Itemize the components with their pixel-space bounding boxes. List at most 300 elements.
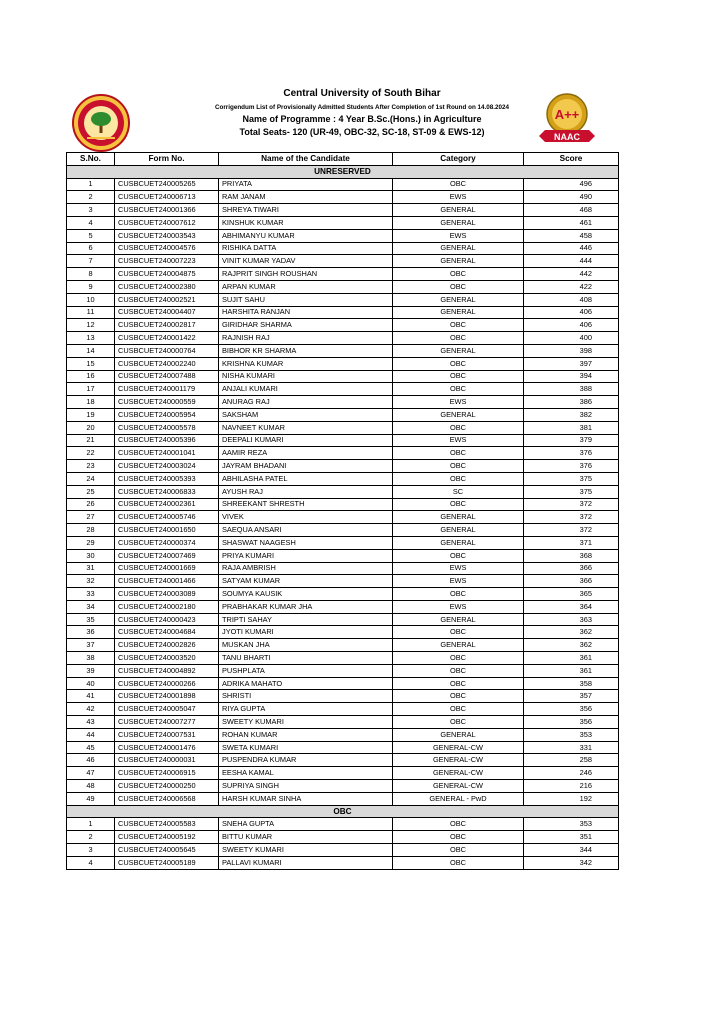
cell-category: OBC: [393, 652, 524, 665]
cell-candidate-name: RIYA GUPTA: [219, 703, 393, 716]
table-row: [67, 588, 619, 601]
cell-form-no: CUSBCUET240005189: [115, 856, 219, 869]
cell-category: OBC: [393, 498, 524, 511]
cell-sno: 1: [67, 178, 115, 191]
cell-form-no: CUSBCUET240003024: [115, 460, 219, 473]
cell-category: OBC: [393, 357, 524, 370]
cell-sno: 49: [67, 792, 115, 805]
cell-candidate-name: RAJPRIT SINGH ROUSHAN: [219, 268, 393, 281]
table-row: [67, 293, 619, 306]
cell-sno: 42: [67, 703, 115, 716]
table-row: [67, 242, 619, 255]
cell-category: OBC: [393, 319, 524, 332]
table-row: [67, 792, 619, 805]
cell-candidate-name: SAKSHAM: [219, 408, 393, 421]
cell-candidate-name: VINIT KUMAR YADAV: [219, 255, 393, 268]
table-row: [67, 204, 619, 217]
cell-form-no: CUSBCUET240007223: [115, 255, 219, 268]
table-row: [67, 319, 619, 332]
table-row: [67, 357, 619, 370]
table-row: [67, 856, 619, 869]
cell-sno: 21: [67, 434, 115, 447]
column-header-candidate-name: Name of the Candidate: [219, 153, 393, 166]
cell-form-no: CUSBCUET240000031: [115, 754, 219, 767]
cell-score: 406: [524, 319, 619, 332]
cell-candidate-name: HARSH KUMAR SINHA: [219, 792, 393, 805]
cell-sno: 3: [67, 844, 115, 857]
cell-category: EWS: [393, 229, 524, 242]
cell-sno: 39: [67, 664, 115, 677]
cell-score: 366: [524, 562, 619, 575]
table-row: [67, 818, 619, 831]
cell-category: OBC: [393, 626, 524, 639]
table-row: [67, 754, 619, 767]
list-subtitle: Corrigendum List of Provisionally Admitted Students After Completion of 1st Round on 14.08.2024: [214, 104, 510, 111]
cell-form-no: CUSBCUET240000764: [115, 344, 219, 357]
table-row: [67, 549, 619, 562]
cell-sno: 8: [67, 268, 115, 281]
cell-candidate-name: TRIPTI SAHAY: [219, 613, 393, 626]
cell-form-no: CUSBCUET240001041: [115, 447, 219, 460]
cell-sno: 16: [67, 370, 115, 383]
table-row: [67, 472, 619, 485]
cell-score: 490: [524, 191, 619, 204]
cell-sno: 47: [67, 767, 115, 780]
cell-category: GENERAL: [393, 408, 524, 421]
cell-score: 365: [524, 588, 619, 601]
cell-form-no: CUSBCUET240006568: [115, 792, 219, 805]
cell-category: OBC: [393, 460, 524, 473]
table-row: [67, 383, 619, 396]
cell-sno: 28: [67, 524, 115, 537]
cell-candidate-name: PALLAVI KUMARI: [219, 856, 393, 869]
cell-category: GENERAL: [393, 639, 524, 652]
cell-form-no: CUSBCUET240005583: [115, 818, 219, 831]
cell-form-no: CUSBCUET240002521: [115, 293, 219, 306]
cell-form-no: CUSBCUET240005047: [115, 703, 219, 716]
cell-candidate-name: SUJIT SAHU: [219, 293, 393, 306]
cell-score: 357: [524, 690, 619, 703]
cell-score: 356: [524, 716, 619, 729]
cell-form-no: CUSBCUET240002361: [115, 498, 219, 511]
cell-form-no: CUSBCUET240001422: [115, 332, 219, 345]
cell-form-no: CUSBCUET240000423: [115, 613, 219, 626]
cell-sno: 13: [67, 332, 115, 345]
cell-sno: 30: [67, 549, 115, 562]
cell-sno: 14: [67, 344, 115, 357]
cell-score: 356: [524, 703, 619, 716]
cell-form-no: CUSBCUET240005265: [115, 178, 219, 191]
cell-form-no: CUSBCUET240000250: [115, 780, 219, 793]
cell-score: 216: [524, 780, 619, 793]
cell-score: 386: [524, 396, 619, 409]
cell-sno: 35: [67, 613, 115, 626]
cell-candidate-name: ANJALI KUMARI: [219, 383, 393, 396]
cell-category: GENERAL: [393, 613, 524, 626]
cell-form-no: CUSBCUET240004407: [115, 306, 219, 319]
cell-score: 363: [524, 613, 619, 626]
cell-candidate-name: SATYAM KUMAR: [219, 575, 393, 588]
cell-candidate-name: SHREEKANT SHRESTH: [219, 498, 393, 511]
cell-form-no: CUSBCUET240005954: [115, 408, 219, 421]
cell-category: GENERAL: [393, 216, 524, 229]
cell-candidate-name: AYUSH RAJ: [219, 485, 393, 498]
cell-form-no: CUSBCUET240006833: [115, 485, 219, 498]
column-header-form-no: Form No.: [115, 153, 219, 166]
cell-form-no: CUSBCUET240001466: [115, 575, 219, 588]
cell-candidate-name: RAJA AMBRISH: [219, 562, 393, 575]
cell-sno: 31: [67, 562, 115, 575]
cell-score: 444: [524, 255, 619, 268]
table-row: [67, 703, 619, 716]
cell-score: 358: [524, 677, 619, 690]
cell-candidate-name: ADRIKA MAHATO: [219, 677, 393, 690]
cell-category: OBC: [393, 588, 524, 601]
table-row: [67, 396, 619, 409]
cell-score: 379: [524, 434, 619, 447]
cell-category: OBC: [393, 383, 524, 396]
cell-form-no: CUSBCUET240007277: [115, 716, 219, 729]
cell-sno: 36: [67, 626, 115, 639]
cell-candidate-name: HARSHITA RANJAN: [219, 306, 393, 319]
cell-category: OBC: [393, 370, 524, 383]
cell-category: OBC: [393, 268, 524, 281]
table-row: [67, 524, 619, 537]
cell-score: 361: [524, 664, 619, 677]
naac-label-text: NAAC: [554, 132, 580, 142]
naac-grade-text: A++: [554, 107, 580, 122]
cell-form-no: CUSBCUET240004875: [115, 268, 219, 281]
cell-candidate-name: JAYRAM BHADANI: [219, 460, 393, 473]
table-row: [67, 370, 619, 383]
table-row: [67, 344, 619, 357]
cell-candidate-name: NAVNEET KUMAR: [219, 421, 393, 434]
cell-sno: 4: [67, 216, 115, 229]
cell-score: 368: [524, 549, 619, 562]
cell-category: OBC: [393, 844, 524, 857]
cell-category: GENERAL: [393, 306, 524, 319]
cell-score: 398: [524, 344, 619, 357]
cell-category: GENERAL: [393, 524, 524, 537]
table-row: [67, 216, 619, 229]
cell-score: 372: [524, 498, 619, 511]
table-body: [67, 165, 619, 869]
cell-form-no: CUSBCUET240001650: [115, 524, 219, 537]
cell-sno: 10: [67, 293, 115, 306]
section-title: UNRESERVED: [67, 165, 619, 178]
table-row: [67, 280, 619, 293]
table-row: [67, 408, 619, 421]
cell-score: 375: [524, 485, 619, 498]
table-row: [67, 664, 619, 677]
cell-category: OBC: [393, 549, 524, 562]
cell-sno: 34: [67, 600, 115, 613]
table-row: [67, 485, 619, 498]
cell-category: EWS: [393, 434, 524, 447]
cell-category: GENERAL-CW: [393, 741, 524, 754]
cell-sno: 5: [67, 229, 115, 242]
cell-category: OBC: [393, 856, 524, 869]
cell-form-no: CUSBCUET240005192: [115, 831, 219, 844]
cell-form-no: CUSBCUET240007488: [115, 370, 219, 383]
cell-sno: 48: [67, 780, 115, 793]
cell-form-no: CUSBCUET240001179: [115, 383, 219, 396]
cell-category: GENERAL: [393, 728, 524, 741]
cell-score: 246: [524, 767, 619, 780]
cell-form-no: CUSBCUET240003520: [115, 652, 219, 665]
cell-candidate-name: ARPAN KUMAR: [219, 280, 393, 293]
cell-score: 496: [524, 178, 619, 191]
cell-candidate-name: JYOTI KUMARI: [219, 626, 393, 639]
cell-form-no: CUSBCUET240001898: [115, 690, 219, 703]
cell-category: GENERAL - PwD: [393, 792, 524, 805]
table-row: [67, 767, 619, 780]
cell-category: GENERAL: [393, 293, 524, 306]
cell-candidate-name: SAEQUA ANSARI: [219, 524, 393, 537]
cell-category: OBC: [393, 421, 524, 434]
cell-form-no: CUSBCUET240002180: [115, 600, 219, 613]
table-row: [67, 741, 619, 754]
cell-form-no: CUSBCUET240000266: [115, 677, 219, 690]
table-row: [67, 652, 619, 665]
column-header-category: Category: [393, 153, 524, 166]
cell-score: 353: [524, 728, 619, 741]
cell-candidate-name: SHRISTI: [219, 690, 393, 703]
cell-score: 461: [524, 216, 619, 229]
cell-sno: 15: [67, 357, 115, 370]
cell-form-no: CUSBCUET240002826: [115, 639, 219, 652]
cell-candidate-name: PUSHPLATA: [219, 664, 393, 677]
cell-sno: 9: [67, 280, 115, 293]
cell-candidate-name: SWETA KUMARI: [219, 741, 393, 754]
table-row: [67, 716, 619, 729]
cell-category: GENERAL: [393, 511, 524, 524]
cell-candidate-name: RISHIKA DATTA: [219, 242, 393, 255]
cell-category: OBC: [393, 472, 524, 485]
cell-sno: 18: [67, 396, 115, 409]
cell-score: 388: [524, 383, 619, 396]
cell-score: 400: [524, 332, 619, 345]
table-header-row: [67, 153, 619, 166]
cell-form-no: CUSBCUET240005746: [115, 511, 219, 524]
cell-form-no: CUSBCUET240007469: [115, 549, 219, 562]
table-row: [67, 626, 619, 639]
table-row: [67, 575, 619, 588]
cell-score: 442: [524, 268, 619, 281]
cell-sno: 6: [67, 242, 115, 255]
table-row: [67, 831, 619, 844]
cell-category: EWS: [393, 600, 524, 613]
cell-form-no: CUSBCUET240006915: [115, 767, 219, 780]
cell-candidate-name: SHREYA TIWARI: [219, 204, 393, 217]
cell-sno: 4: [67, 856, 115, 869]
cell-sno: 12: [67, 319, 115, 332]
cell-sno: 26: [67, 498, 115, 511]
cell-score: 192: [524, 792, 619, 805]
table-row: [67, 677, 619, 690]
cell-sno: 27: [67, 511, 115, 524]
cell-sno: 32: [67, 575, 115, 588]
cell-score: 408: [524, 293, 619, 306]
cell-category: GENERAL-CW: [393, 780, 524, 793]
cell-category: EWS: [393, 396, 524, 409]
cell-candidate-name: ANURAG RAJ: [219, 396, 393, 409]
cell-sno: 24: [67, 472, 115, 485]
cell-sno: 23: [67, 460, 115, 473]
cell-score: 372: [524, 511, 619, 524]
cell-sno: 11: [67, 306, 115, 319]
cell-sno: 20: [67, 421, 115, 434]
cell-sno: 25: [67, 485, 115, 498]
cell-form-no: CUSBCUET240002380: [115, 280, 219, 293]
cell-sno: 1: [67, 818, 115, 831]
table-row: [67, 639, 619, 652]
cell-candidate-name: KRISHNA KUMAR: [219, 357, 393, 370]
table-row: [67, 536, 619, 549]
cell-candidate-name: PRIYA KUMARI: [219, 549, 393, 562]
cell-sno: 19: [67, 408, 115, 421]
cell-candidate-name: ROHAN KUMAR: [219, 728, 393, 741]
table-row: [67, 844, 619, 857]
cell-form-no: CUSBCUET240001476: [115, 741, 219, 754]
cell-score: 344: [524, 844, 619, 857]
cell-sno: 44: [67, 728, 115, 741]
cell-form-no: CUSBCUET240005393: [115, 472, 219, 485]
cell-sno: 45: [67, 741, 115, 754]
table-row: [67, 690, 619, 703]
cell-score: 376: [524, 447, 619, 460]
cell-candidate-name: SUPRIYA SINGH: [219, 780, 393, 793]
table-row: [67, 178, 619, 191]
cell-form-no: CUSBCUET240004892: [115, 664, 219, 677]
cell-candidate-name: ABHIMANYU KUMAR: [219, 229, 393, 242]
section-header-row: [67, 165, 619, 178]
cell-candidate-name: PRIYATA: [219, 178, 393, 191]
table-row: [67, 460, 619, 473]
cell-category: EWS: [393, 575, 524, 588]
cell-candidate-name: MUSKAN JHA: [219, 639, 393, 652]
column-header-sno: S.No.: [67, 153, 115, 166]
cell-form-no: CUSBCUET240004576: [115, 242, 219, 255]
cell-sno: 3: [67, 204, 115, 217]
cell-score: 382: [524, 408, 619, 421]
table-row: [67, 434, 619, 447]
cell-form-no: CUSBCUET240005396: [115, 434, 219, 447]
cell-score: 394: [524, 370, 619, 383]
cell-form-no: CUSBCUET240004684: [115, 626, 219, 639]
cell-candidate-name: DEEPALI KUMARI: [219, 434, 393, 447]
cell-candidate-name: EESHA KAMAL: [219, 767, 393, 780]
cell-score: 422: [524, 280, 619, 293]
cell-category: SC: [393, 485, 524, 498]
cell-category: OBC: [393, 178, 524, 191]
programme-name: Name of Programme : 4 Year B.Sc.(Hons.) in Agriculture: [242, 114, 482, 124]
cell-form-no: CUSBCUET240006713: [115, 191, 219, 204]
cell-score: 381: [524, 421, 619, 434]
table-row: [67, 447, 619, 460]
cell-form-no: CUSBCUET240007531: [115, 728, 219, 741]
cell-category: OBC: [393, 690, 524, 703]
cell-category: OBC: [393, 818, 524, 831]
cell-form-no: CUSBCUET240003543: [115, 229, 219, 242]
cell-candidate-name: BIBHOR KR SHARMA: [219, 344, 393, 357]
cell-candidate-name: AAMIR REZA: [219, 447, 393, 460]
table-row: [67, 511, 619, 524]
table-row: [67, 306, 619, 319]
cell-sno: 46: [67, 754, 115, 767]
cell-candidate-name: TANU BHARTI: [219, 652, 393, 665]
cell-candidate-name: BITTU KUMAR: [219, 831, 393, 844]
cell-score: 331: [524, 741, 619, 754]
section-title: OBC: [67, 805, 619, 818]
cell-candidate-name: SOUMYA KAUSIK: [219, 588, 393, 601]
cell-sno: 33: [67, 588, 115, 601]
table-row: [67, 498, 619, 511]
cell-category: EWS: [393, 562, 524, 575]
cell-score: 362: [524, 626, 619, 639]
cell-candidate-name: KINSHUK KUMAR: [219, 216, 393, 229]
section-header-row: [67, 805, 619, 818]
cell-candidate-name: SHASWAT NAAGESH: [219, 536, 393, 549]
cell-candidate-name: PRABHAKAR KUMAR JHA: [219, 600, 393, 613]
cell-score: 468: [524, 204, 619, 217]
cell-score: 258: [524, 754, 619, 767]
cell-candidate-name: ABHILASHA PATEL: [219, 472, 393, 485]
table-row: [67, 268, 619, 281]
column-header-score: Score: [524, 153, 619, 166]
cell-sno: 43: [67, 716, 115, 729]
cell-sno: 2: [67, 831, 115, 844]
cell-form-no: CUSBCUET240000374: [115, 536, 219, 549]
cell-candidate-name: PUSPENDRA KUMAR: [219, 754, 393, 767]
cell-score: 458: [524, 229, 619, 242]
cell-form-no: CUSBCUET240007612: [115, 216, 219, 229]
cell-category: OBC: [393, 447, 524, 460]
cell-category: OBC: [393, 664, 524, 677]
table-row: [67, 421, 619, 434]
cell-form-no: CUSBCUET240002240: [115, 357, 219, 370]
table-row: [67, 728, 619, 741]
cell-score: 397: [524, 357, 619, 370]
table-row: [67, 600, 619, 613]
cell-candidate-name: GIRIDHAR SHARMA: [219, 319, 393, 332]
table-row: [67, 780, 619, 793]
cell-form-no: CUSBCUET240001366: [115, 204, 219, 217]
cell-score: 342: [524, 856, 619, 869]
table-row: [67, 191, 619, 204]
cell-candidate-name: VIVEK: [219, 511, 393, 524]
cell-sno: 41: [67, 690, 115, 703]
cell-candidate-name: NISHA KUMARI: [219, 370, 393, 383]
cell-category: OBC: [393, 677, 524, 690]
cell-category: OBC: [393, 703, 524, 716]
table-row: [67, 562, 619, 575]
cell-category: OBC: [393, 332, 524, 345]
admission-list-table: [66, 152, 619, 870]
cell-category: OBC: [393, 716, 524, 729]
cell-score: 362: [524, 639, 619, 652]
cell-score: 364: [524, 600, 619, 613]
cell-form-no: CUSBCUET240005645: [115, 844, 219, 857]
cell-candidate-name: RAM JANAM: [219, 191, 393, 204]
cell-score: 366: [524, 575, 619, 588]
cell-category: OBC: [393, 831, 524, 844]
total-seats: Total Seats- 120 (UR-49, OBC-32, SC-18, ST-09 & EWS-12): [239, 127, 485, 137]
table-row: [67, 255, 619, 268]
cell-form-no: CUSBCUET240003089: [115, 588, 219, 601]
cell-category: GENERAL: [393, 242, 524, 255]
cell-sno: 22: [67, 447, 115, 460]
